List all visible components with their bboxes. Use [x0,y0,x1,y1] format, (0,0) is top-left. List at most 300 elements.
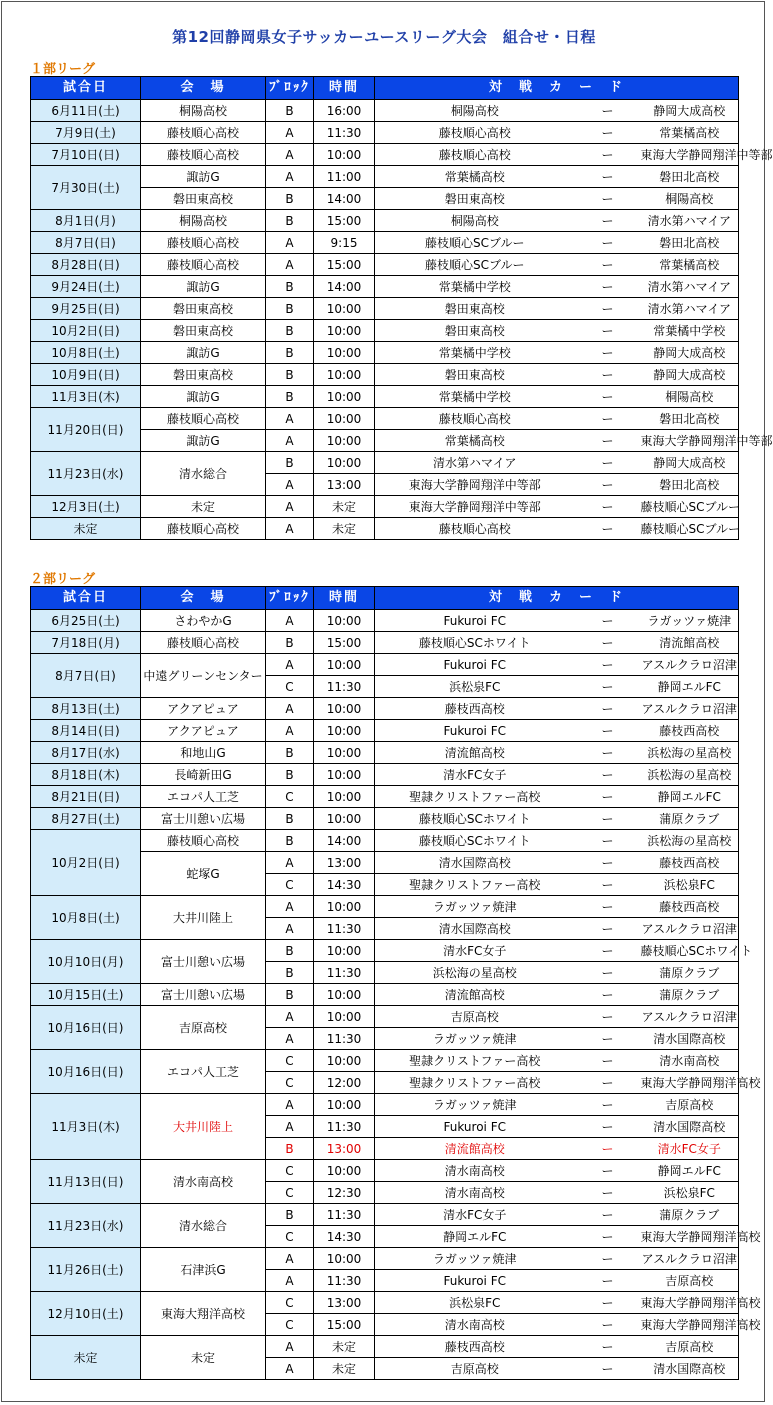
match-venue: 桐陽高校 [141,100,266,122]
match-home-team: 聖隷クリストファー高校 [375,874,575,896]
match-home-team: 桐陽高校 [375,210,575,232]
match-date: 10月8日(土) [31,342,141,364]
match-block: B [266,764,314,786]
match-date: 8月18日(木) [31,764,141,786]
match-row [31,830,739,852]
match-date: 9月25日(日) [31,298,141,320]
match-block: A [266,852,314,874]
match-block: A [266,1336,314,1358]
match-away-team: 静岡大成高校 [641,364,739,386]
match-block: B [266,940,314,962]
match-away-team: 浜松泉FC [641,1182,739,1204]
header-venue: 会 場 [141,587,266,610]
match-row [31,654,739,676]
match-vs: ー [575,1292,641,1314]
match-block: B [266,342,314,364]
match-away-team: 東海大学静岡翔洋中等部 [641,430,739,452]
match-vs: ー [575,342,641,364]
match-time: 未定 [314,496,375,518]
division-1-label: １部リーグ [30,62,96,77]
match-date: 11月13日(日) [31,1160,141,1204]
match-home-team: 藤枝西高校 [375,698,575,720]
match-home-team: 常葉橘中学校 [375,276,575,298]
match-vs: ー [575,1116,641,1138]
match-vs: ー [575,1006,641,1028]
match-venue: 未定 [141,496,266,518]
match-venue: 藤枝順心高校 [141,518,266,540]
match-block: B [266,742,314,764]
match-block: A [266,720,314,742]
match-date: 10月9日(日) [31,364,141,386]
match-time: 10:00 [314,386,375,408]
match-home-team: 聖隷クリストファー高校 [375,786,575,808]
match-row [31,786,739,808]
match-date: 11月3日(木) [31,1094,141,1160]
match-away-team: 藤枝西高校 [641,896,739,918]
match-row [31,1204,739,1226]
match-date: 9月24日(土) [31,276,141,298]
match-vs: ー [575,1182,641,1204]
match-date: 8月21日(日) [31,786,141,808]
match-vs: ー [575,1094,641,1116]
match-venue: 藤枝順心高校 [141,122,266,144]
match-date: 未定 [31,1336,141,1380]
match-date: 7月18日(月) [31,632,141,654]
match-date: 12月3日(土) [31,496,141,518]
match-away-team: 吉原高校 [641,1094,739,1116]
match-time: 10:00 [314,1006,375,1028]
match-away-team: アスルクラロ沼津 [641,698,739,720]
match-home-team: Fukuroi FC [375,1270,575,1292]
match-away-team: 東海大学静岡翔洋高校 [641,1226,739,1248]
match-venue: 藤枝順心高校 [141,830,266,852]
match-block: A [266,1028,314,1050]
match-row [31,632,739,654]
match-away-team: 藤枝順心SCブルー [641,496,739,518]
match-block: A [266,122,314,144]
header-match-card: 対 戦 カ ー ド [375,587,739,610]
match-time: 10:00 [314,452,375,474]
header-row [31,587,739,610]
match-time: 15:00 [314,632,375,654]
match-block: B [266,100,314,122]
match-time: 12:30 [314,1182,375,1204]
match-block: B [266,386,314,408]
match-vs: ー [575,1028,641,1050]
match-block: B [266,808,314,830]
match-row [31,298,739,320]
match-vs: ー [575,100,641,122]
match-row [31,1336,739,1358]
match-away-team: 吉原高校 [641,1270,739,1292]
match-away-team: 蒲原クラブ [641,984,739,1006]
match-row [31,342,739,364]
match-row [31,210,739,232]
match-time: 13:00 [314,1138,375,1160]
match-venue: 蛇塚G [141,852,266,896]
match-time: 9:15 [314,232,375,254]
match-vs: ー [575,1314,641,1336]
match-time: 未定 [314,1358,375,1380]
match-venue: 諏訪G [141,342,266,364]
match-time: 10:00 [314,320,375,342]
match-home-team: 清水第ハマイア [375,452,575,474]
match-block: C [266,1182,314,1204]
match-away-team: 蒲原クラブ [641,962,739,984]
match-away-team: ラガッツァ焼津 [641,610,739,632]
match-time: 10:00 [314,896,375,918]
match-block: B [266,298,314,320]
match-block: A [266,918,314,940]
match-home-team: 清流館高校 [375,1138,575,1160]
match-row [31,940,739,962]
match-away-team: 浜松海の星高校 [641,742,739,764]
match-block: A [266,1116,314,1138]
header-time: 時間 [314,587,375,610]
match-venue: さわやかG [141,610,266,632]
match-home-team: 東海大学静岡翔洋中等部 [375,474,575,496]
match-block: C [266,1050,314,1072]
match-venue: 富士川憩い広場 [141,940,266,984]
match-date: 10月2日(日) [31,320,141,342]
match-block: B [266,320,314,342]
match-venue: 清水総合 [141,1204,266,1248]
match-away-team: 静岡大成高校 [641,342,739,364]
match-time: 14:00 [314,276,375,298]
match-home-team: 磐田東高校 [375,320,575,342]
match-block: B [266,1138,314,1160]
match-home-team: 浜松泉FC [375,1292,575,1314]
match-away-team: 浜松海の星高校 [641,830,739,852]
match-vs: ー [575,720,641,742]
header-block: ﾌﾞﾛｯｸ [266,77,314,100]
match-date: 10月10日(月) [31,940,141,984]
match-vs: ー [575,1138,641,1160]
match-vs: ー [575,518,641,540]
match-block: A [266,144,314,166]
match-row [31,1292,739,1314]
match-date: 8月28日(日) [31,254,141,276]
match-home-team: Fukuroi FC [375,654,575,676]
match-block: B [266,188,314,210]
match-time: 10:00 [314,940,375,962]
match-row [31,122,739,144]
match-block: B [266,276,314,298]
match-row [31,1006,739,1028]
header-row [31,77,739,100]
match-date: 6月11日(土) [31,100,141,122]
match-block: B [266,1204,314,1226]
match-away-team: 磐田北高校 [641,474,739,496]
match-date: 6月25日(土) [31,610,141,632]
match-time: 15:00 [314,210,375,232]
match-vs: ー [575,1226,641,1248]
match-row [31,232,739,254]
match-vs: ー [575,320,641,342]
page-title: 第12回静岡県女子サッカーユースリーグ大会 組合せ・日程 [172,28,596,46]
match-time: 12:00 [314,1072,375,1094]
match-home-team: 常葉橘高校 [375,166,575,188]
match-row [31,742,739,764]
match-block: B [266,452,314,474]
match-venue: 大井川陸上 [141,896,266,940]
match-venue: 藤枝順心高校 [141,232,266,254]
match-home-team: 常葉橘中学校 [375,386,575,408]
match-block: B [266,830,314,852]
match-time: 16:00 [314,100,375,122]
match-away-team: 静岡大成高校 [641,100,739,122]
match-home-team: 藤枝順心高校 [375,122,575,144]
match-vs: ー [575,874,641,896]
match-block: A [266,698,314,720]
match-venue: 諏訪G [141,430,266,452]
match-time: 11:30 [314,1204,375,1226]
match-away-team: アスルクラロ沼津 [641,1248,739,1270]
match-home-team: 藤枝西高校 [375,1336,575,1358]
match-venue: 藤枝順心高校 [141,144,266,166]
division-1-schedule-table [30,76,773,540]
match-vs: ー [575,122,641,144]
match-venue: 大井川陸上 [141,1094,266,1160]
match-away-team: 桐陽高校 [641,188,739,210]
match-home-team: 静岡エルFC [375,1226,575,1248]
header-block: ﾌﾞﾛｯｸ [266,587,314,610]
match-time: 11:30 [314,1270,375,1292]
match-date: 10月16日(日) [31,1050,141,1094]
match-time: 10:00 [314,364,375,386]
match-venue: アクアピュア [141,720,266,742]
match-away-team: 桐陽高校 [641,386,739,408]
match-away-team: 常葉橘中学校 [641,320,739,342]
match-away-team: 藤枝順心SCブルー [641,518,739,540]
match-block: B [266,962,314,984]
match-home-team: 常葉橘中学校 [375,342,575,364]
match-away-team: 藤枝西高校 [641,720,739,742]
match-time: 14:00 [314,188,375,210]
match-block: A [266,430,314,452]
match-block: B [266,984,314,1006]
match-date: 8月27日(土) [31,808,141,830]
match-block: A [266,496,314,518]
match-home-team: 藤枝順心高校 [375,408,575,430]
match-time: 14:30 [314,874,375,896]
match-time: 10:00 [314,298,375,320]
match-row [31,452,739,474]
match-venue: 藤枝順心高校 [141,254,266,276]
match-away-team: 東海大学静岡翔洋高校 [641,1072,739,1094]
match-row [31,386,739,408]
division-2-schedule-table [30,586,761,1380]
match-date: 10月15日(土) [31,984,141,1006]
match-vs: ー [575,474,641,496]
match-row [31,1094,739,1116]
match-time: 10:00 [314,342,375,364]
match-row [31,808,739,830]
match-block: A [266,474,314,496]
match-vs: ー [575,764,641,786]
match-away-team: 清水国際高校 [641,1358,739,1380]
match-row [31,166,739,188]
match-date: 10月16日(日) [31,1006,141,1050]
match-vs: ー [575,654,641,676]
match-block: C [266,786,314,808]
match-venue: エコパ人工芝 [141,1050,266,1094]
match-home-team: 清流館高校 [375,984,575,1006]
match-away-team: 清水第ハマイア [641,276,739,298]
match-vs: ー [575,496,641,518]
match-vs: ー [575,1270,641,1292]
match-time: 10:00 [314,1094,375,1116]
match-date: 10月8日(土) [31,896,141,940]
match-row [31,698,739,720]
match-time: 10:00 [314,808,375,830]
match-home-team: 清水南高校 [375,1182,575,1204]
match-vs: ー [575,852,641,874]
match-home-team: 清水国際高校 [375,852,575,874]
match-time: 10:00 [314,764,375,786]
match-row [31,764,739,786]
division-2-label: ２部リーグ [30,572,96,587]
match-vs: ー [575,386,641,408]
match-venue: 長崎新田G [141,764,266,786]
match-venue: 磐田東高校 [141,320,266,342]
match-vs: ー [575,1072,641,1094]
match-vs: ー [575,698,641,720]
match-date: 8月7日(日) [31,654,141,698]
match-venue: 諏訪G [141,166,266,188]
match-time: 11:30 [314,1028,375,1050]
match-away-team: 東海大学静岡翔洋中等部 [641,144,739,166]
match-venue: 吉原高校 [141,1006,266,1050]
match-home-team: 清水FC女子 [375,1204,575,1226]
match-home-team: ラガッツァ焼津 [375,896,575,918]
match-away-team: 蒲原クラブ [641,1204,739,1226]
match-row [31,496,739,518]
match-date: 8月17日(水) [31,742,141,764]
match-venue: 清水南高校 [141,1160,266,1204]
match-block: C [266,1226,314,1248]
header-date: 試合日 [31,77,141,100]
match-away-team: 常葉橘高校 [641,122,739,144]
match-row [31,276,739,298]
match-vs: ー [575,940,641,962]
match-block: B [266,210,314,232]
match-away-team: 静岡エルFC [641,676,739,698]
match-block: B [266,364,314,386]
match-date: 11月23日(水) [31,452,141,496]
match-block: C [266,1160,314,1182]
match-row [31,1160,739,1182]
match-away-team: 浜松泉FC [641,874,739,896]
match-block: C [266,1314,314,1336]
header-date: 試合日 [31,587,141,610]
match-time: 未定 [314,1336,375,1358]
match-row [31,610,739,632]
match-home-team: 藤枝順心高校 [375,144,575,166]
match-vs: ー [575,786,641,808]
match-home-team: 藤枝順心高校 [375,518,575,540]
match-time: 11:30 [314,918,375,940]
match-home-team: 藤枝順心SCホワイト [375,808,575,830]
match-date: 7月10日(日) [31,144,141,166]
match-vs: ー [575,144,641,166]
match-home-team: 清水南高校 [375,1160,575,1182]
match-home-team: 清水国際高校 [375,918,575,940]
match-home-team: 常葉橘高校 [375,430,575,452]
match-vs: ー [575,742,641,764]
match-time: 11:30 [314,122,375,144]
match-venue: 藤枝順心高校 [141,408,266,430]
match-away-team: 磐田北高校 [641,232,739,254]
match-home-team: Fukuroi FC [375,720,575,742]
match-venue: 諏訪G [141,386,266,408]
match-vs: ー [575,1358,641,1380]
match-away-team: 静岡エルFC [641,1160,739,1182]
match-time: 14:30 [314,1226,375,1248]
match-time: 11:30 [314,962,375,984]
match-away-team: 藤枝西高校 [641,852,739,874]
match-time: 10:00 [314,430,375,452]
match-vs: ー [575,188,641,210]
match-row [31,1050,739,1072]
match-home-team: 吉原高校 [375,1358,575,1380]
match-away-team: 東海大学静岡翔洋高校 [641,1292,739,1314]
match-venue: 諏訪G [141,276,266,298]
match-date: 8月13日(土) [31,698,141,720]
match-away-team: アスルクラロ沼津 [641,918,739,940]
match-away-team: アスルクラロ沼津 [641,1006,739,1028]
match-away-team: 清水国際高校 [641,1028,739,1050]
match-block: A [266,166,314,188]
match-venue: 富士川憩い広場 [141,984,266,1006]
header-time: 時間 [314,77,375,100]
match-away-team: 磐田北高校 [641,408,739,430]
match-time: 10:00 [314,984,375,1006]
match-venue: 東海大翔洋高校 [141,1292,266,1336]
match-venue: アクアピュア [141,698,266,720]
match-time: 11:00 [314,166,375,188]
match-venue: 和地山G [141,742,266,764]
match-away-team: 東海大学静岡翔洋高校 [641,1314,739,1336]
match-away-team: 清流館高校 [641,632,739,654]
match-away-team: 藤枝順心SCホワイト [641,940,739,962]
match-home-team: Fukuroi FC [375,610,575,632]
match-home-team: 桐陽高校 [375,100,575,122]
match-vs: ー [575,896,641,918]
match-away-team: アスルクラロ沼津 [641,654,739,676]
match-vs: ー [575,364,641,386]
match-row [31,100,739,122]
match-row [31,518,739,540]
match-away-team: 清水第ハマイア [641,210,739,232]
match-time: 11:30 [314,1116,375,1138]
match-vs: ー [575,276,641,298]
match-block: A [266,896,314,918]
match-venue: 未定 [141,1336,266,1380]
match-venue: 富士川憩い広場 [141,808,266,830]
match-time: 10:00 [314,654,375,676]
match-away-team: 静岡大成高校 [641,452,739,474]
match-away-team: 磐田北高校 [641,166,739,188]
match-vs: ー [575,918,641,940]
match-time: 10:00 [314,698,375,720]
match-vs: ー [575,632,641,654]
match-date: 11月26日(土) [31,1248,141,1292]
match-time: 10:00 [314,408,375,430]
match-time: 10:00 [314,1160,375,1182]
match-home-team: Fukuroi FC [375,1116,575,1138]
match-vs: ー [575,1336,641,1358]
